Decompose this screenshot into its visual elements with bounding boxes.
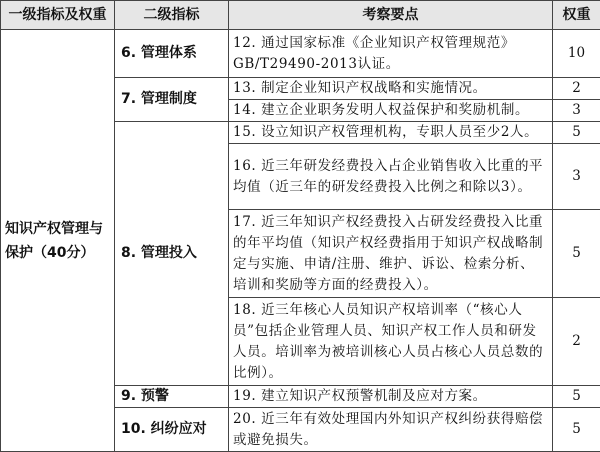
point-18: 18. 近三年核心人员知识产权培训率（“核心人员”包括企业管理人员、知识产权工作人员和研发人员。培训率为被培训核心人员占核心人员总数的比例）。 [229, 298, 553, 386]
header-points: 考察要点 [229, 1, 553, 30]
weight-12: 10 [553, 30, 600, 78]
level2-management-rules: 7. 管理制度 [115, 78, 229, 122]
header-level1: 一级指标及权重 [1, 1, 115, 30]
point-17: 17. 近三年知识产权经费投入占研发经费投入比重的年平均值（知识产权经费指用于知识产权战略制定与实施、申请/注册、维护、诉讼、检索分析、培训和奖励等方面的经费投入）。 [229, 210, 553, 298]
point-15: 15. 设立知识产权管理机构，专职人员至少2人。 [229, 122, 553, 144]
weight-19: 5 [553, 386, 600, 408]
point-19: 19. 建立知识产权预警机制及应对方案。 [229, 386, 553, 408]
level2-dispute-response: 10. 纠纷应对 [115, 408, 229, 452]
level1-cell: 知识产权管理与保护（40分） [1, 30, 115, 452]
level2-management-system: 6. 管理体系 [115, 30, 229, 78]
header-level2: 二级指标 [115, 1, 229, 30]
header-weight: 权重 [553, 1, 600, 30]
weight-16: 3 [553, 144, 600, 210]
point-14: 14. 建立企业职务发明人权益保护和奖励机制。 [229, 100, 553, 122]
point-13: 13. 制定企业知识产权战略和实施情况。 [229, 78, 553, 100]
point-16: 16. 近三年研发经费投入占企业销售收入比重的平均值（近三年的研发经费投入比例之和除以3）。 [229, 144, 553, 210]
point-20: 20. 近三年有效处理国内外知识产权纠纷获得赔偿或避免损失。 [229, 408, 553, 452]
table-row [1, 30, 600, 78]
level2-management-investment: 8. 管理投入 [115, 122, 229, 386]
weight-15: 5 [553, 122, 600, 144]
point-12: 12. 通过国家标准《企业知识产权管理规范》GB/T29490-2013认证。 [229, 30, 553, 78]
level2-early-warning: 9. 预警 [115, 386, 229, 408]
header-row [1, 1, 600, 30]
weight-17: 5 [553, 210, 600, 298]
weight-20: 5 [553, 408, 600, 452]
weight-18: 2 [553, 298, 600, 386]
weight-13: 2 [553, 78, 600, 100]
weight-14: 3 [553, 100, 600, 122]
